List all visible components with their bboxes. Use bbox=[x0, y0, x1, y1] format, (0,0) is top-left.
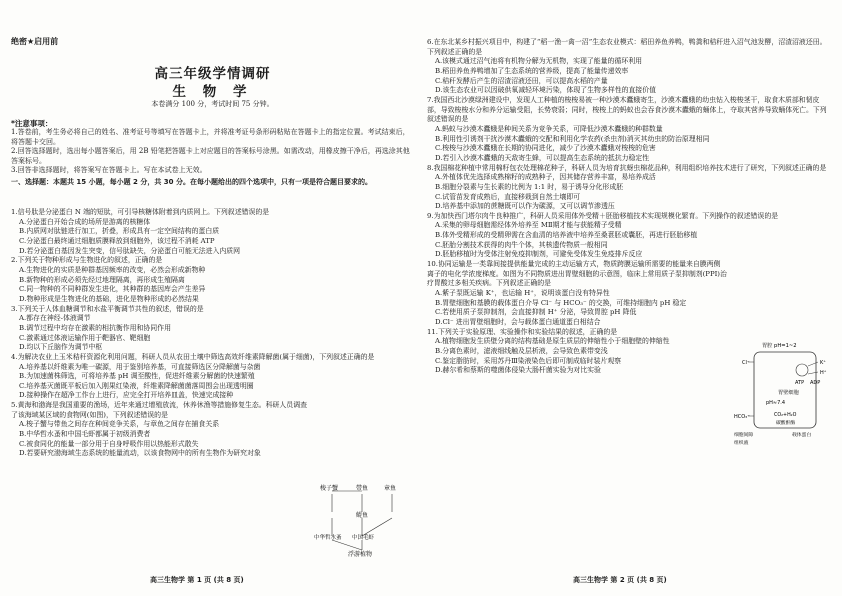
option: C.试管苗发育成熟后，直接移栽到自然土壤即可 bbox=[435, 192, 581, 201]
option: B.为加速菌株筛选，可将培养基 pH 调至酸性，促进纤维素分解菌的快速繁殖 bbox=[19, 372, 255, 381]
question-stem: 9.为加快西门塔尔肉牛良种推广，科研人员采用体外受精＋胚胎移植技术实现规模化繁育。下列操作的叙述错误的是 bbox=[427, 211, 779, 220]
question-9 bbox=[427, 212, 832, 260]
exam-title: 高三年级学情调研 bbox=[154, 66, 271, 82]
cell-label: 载体蛋白 bbox=[792, 433, 812, 438]
option: B.体外受精形成的受精卵需在含血清的培养液中培养至桑葚胚或囊胚，再进行胚胎移植 bbox=[435, 231, 698, 240]
question-2 bbox=[11, 256, 416, 304]
right-questions bbox=[427, 38, 832, 376]
option: A.蚂蚁与沙漠木蠹蛾是种间关系为竞争关系，可降低沙漠木蠹蛾的种群数量 bbox=[435, 124, 663, 133]
option: D.若要研究渤海域生态系统的能量流动，以该食物网中的所有生物作为研究对象 bbox=[19, 449, 261, 458]
question-stem: 3.下列关于人体血糖调节和水盐平衡调节共性的叙述，错误的是 bbox=[11, 304, 204, 313]
cell-label: 碳酸酐酶 bbox=[776, 421, 796, 426]
option: B.利用性引诱剂干扰沙漠木蠹蛾的交配和利用化学农药(杀虫剂)消灭其幼虫的防治原理相同 bbox=[435, 134, 710, 143]
exam-info: 本卷满分 100 分，考试时间 75 分钟。 bbox=[151, 100, 274, 108]
foodweb-node: 中国毛虾 bbox=[352, 535, 375, 541]
option: A.都存在神经-体液调节 bbox=[19, 314, 91, 323]
option: D.均以下丘脑作为调节中枢 bbox=[19, 343, 103, 352]
cell-label: Cl⁻ bbox=[742, 360, 750, 366]
option: C.鉴定脂肪时，采用苏丹Ⅲ染液染色后即可制成临时装片观察 bbox=[435, 356, 622, 365]
option: C.秸秆发酵后产生的沼渣沼液还田，可以提高水稻的产量 bbox=[435, 76, 608, 85]
option: A.采集的卵母细胞需经体外培养至 MⅡ期才能与获能精子受精 bbox=[435, 221, 622, 230]
option: C.分泌蛋白最终通过细胞质膜释放到细胞外，该过程不消耗 ATP bbox=[19, 236, 215, 245]
option: A.外植体优先选择成熟棉籽的成熟种子，因其储存营养丰富，易培养成活 bbox=[435, 173, 656, 182]
question-stem: 5.黄海和渤海是我国重要的渔场，近年来通过增殖放流，休养休渔等措施修复生态。科研人员调查了该海域某区域的食物网(如图)，下列叙述错误的是 bbox=[11, 401, 307, 419]
question-stem: 8.我国棉花种植中常用棉籽包衣处理棉花种子，科研人员为培育抗蚜虫棉花品种，利用组织培养技术进行了研究，下列叙述正确的是 bbox=[427, 163, 827, 172]
option: A.梭子蟹与带鱼之间存在种间竞争关系，与章鱼之间存在捕食关系 bbox=[19, 420, 220, 429]
left-questions bbox=[11, 208, 416, 459]
option: D.Cl⁻ 进出胃壁细胞时，会与载体蛋白通道蛋白相结合 bbox=[435, 318, 601, 327]
section-heading: 一、选择题：本题共 15 小题，每小题 2 分，共 30 分。在每小题给出的四个选项中，只有一项是符合题目要求的。 bbox=[11, 178, 372, 186]
option: B.调节过程中均存在激素的相抗衡作用和协同作用 bbox=[19, 323, 171, 332]
option: B.分离色素时，滤液细线触及层析液，会导致色素带变浅 bbox=[435, 347, 608, 355]
question-3 bbox=[11, 305, 416, 353]
option: B.稻田养鱼养鸭增加了生态系统的营养级，提高了能量传递效率 bbox=[435, 66, 629, 75]
option: C.同一物种的不同种群发生进化，其种群的基因库会产生差异 bbox=[19, 285, 206, 294]
option: B.细胞分裂素与生长素的比例为 1:1 时，易于诱导分化形成胚 bbox=[435, 182, 624, 191]
question-7 bbox=[427, 96, 832, 164]
option: A.分泌蛋白开始合成的场所是游离的核糖体 bbox=[19, 217, 151, 226]
question-6 bbox=[427, 38, 832, 96]
option: B.内质网对肽链进行加工，折叠，形成具有一定空间结构的蛋白质 bbox=[19, 227, 220, 236]
option: C.培养基灭菌既平板后加入刚果红染液，纤维素降解菌菌落周围会出现透明圈 bbox=[19, 381, 254, 390]
cell-label: CO₂+H₂O bbox=[774, 413, 797, 418]
option: D.培养基中添加的蔗糖既可以作为碳源，又可以调节渗透压 bbox=[435, 202, 615, 211]
option: A.植物细胞发生质壁分离的结构基础是原生质层的伸缩性小于细胞壁的伸缩性 bbox=[435, 337, 670, 346]
option: D.接种操作在超净工作台上进行，应完全打开培养皿盖，快速完成接种 bbox=[19, 391, 234, 400]
cell-label: H⁺ bbox=[820, 370, 827, 376]
cell-label: pH≈7.4 bbox=[766, 400, 786, 406]
foodweb-node: 中华哲水蚤 bbox=[314, 535, 342, 541]
parietal-cell-diagram bbox=[732, 338, 832, 450]
notice-item: 1.答卷前，考生务必将自己的姓名、准考证号等填写在答题卡上，并将准考证号条形码粘贴在答题卡上的指定位置。考试结束后，将答题卡交回。 bbox=[11, 128, 410, 146]
option: C.激素通过体液运输作用于靶器官、靶细胞 bbox=[19, 333, 151, 342]
food-web-diagram bbox=[312, 478, 412, 558]
foodweb-node: 带鱼 bbox=[356, 485, 369, 492]
confidential-label: 绝密★启用前 bbox=[11, 37, 59, 46]
option: D.赫尔希和蔡斯的噬菌体侵染大肠杆菌实验为对比实验 bbox=[435, 366, 601, 375]
question-stem: 10.协同运输是一类靠间接提供能量完成的主动运输方式，物质跨膜运输所需要的能量来自膜两侧离子的电化学浓度梯度。如图为不同物质进出胃壁细胞的示意图，临床上常用质子泵抑制剂(PPI)治疗胃酸过多相关疾病。下列叙述正确的是 bbox=[427, 260, 727, 288]
option: C.胚胎分割技术获得的肉牛个体，其核遗传物质一般相同 bbox=[435, 240, 608, 249]
option: B.新物种的形成必须先经过地理隔离，再形成生殖隔离 bbox=[19, 275, 185, 284]
option: D.胚胎移植时为受体注射免疫抑制剂，可避免受体发生免疫排斥反应 bbox=[435, 250, 643, 259]
question-stem: 1.信号肽是分泌蛋白 N 端的短肽，可引导核糖体附着到内质网上。下列叙述错误的是 bbox=[11, 208, 270, 216]
cell-label: HCO₃⁻ bbox=[734, 414, 750, 420]
subject-title: 生 物 学 bbox=[172, 84, 253, 100]
cell-label: 细胞间隙 bbox=[734, 433, 754, 438]
cell-label: 胃壁细胞 bbox=[778, 390, 799, 396]
notice-item: 2.回答选择题时，选出每小题答案后，用 2B 铅笔把答题卡上对应题目的答案标号涂黑。如需改动，用橡皮擦干净后，再选涂其他答案标号。 bbox=[11, 147, 410, 165]
question-stem: 2.下列关于物种形成与生物进化的叙述，正确的是 bbox=[11, 256, 163, 265]
question-5 bbox=[11, 401, 311, 459]
cell-label: K⁺ bbox=[820, 360, 826, 366]
option: A.培养基以纤维素为唯一碳源，用于鉴别培养基，可直接筛选区分降解菌与杂菌 bbox=[19, 362, 261, 371]
option: B.中华哲水蚤和中国毛虾都属于初级消费者 bbox=[19, 430, 151, 439]
question-10 bbox=[427, 260, 727, 328]
foodweb-node: 章鱼 bbox=[384, 485, 397, 492]
foodweb-node: 梭子蟹 bbox=[320, 485, 339, 492]
option: D.物种形成是生物进化的基础，进化是物种形成的必然结果 bbox=[19, 294, 199, 303]
notice-item: 3.回答非选择题时，将答案写在答题卡上。写在本试卷上无效。 bbox=[11, 166, 207, 175]
option: C.被食同化的能量一部分用于自身呼吸作用以热能形式散失 bbox=[19, 439, 199, 448]
page-footer-right: 高三生物学 第 2 页 (共 8 页) bbox=[573, 576, 667, 584]
question-stem: 4.为解决农业上玉米秸秆资源化利用问题，科研人员从农田土壤中筛选高效纤维素降解菌(属于细菌)，下列叙述正确的是 bbox=[11, 352, 375, 361]
page-footer-left: 高三生物学 第 1 页 (共 8 页) bbox=[150, 576, 244, 584]
cell-label: 胃腔 pH=1~2 bbox=[762, 343, 797, 349]
question-stem: 11.下列关于实验原理、实验操作和实验结果的叙述，正确的是 bbox=[427, 327, 618, 336]
foodweb-node: 浮游植物 bbox=[348, 551, 373, 558]
option: A.该模式通过沼气池将有机物分解为无机物，实现了能量的循环利用 bbox=[435, 57, 642, 66]
option: A.生物进化的实质是种群基因频率的改变，必然会形成新物种 bbox=[19, 265, 206, 274]
cell-label: 组织液 bbox=[734, 441, 749, 446]
cell-label: ATP bbox=[795, 380, 805, 386]
foodweb-node: 鳀鱼 bbox=[356, 512, 369, 519]
question-1 bbox=[11, 208, 416, 256]
notice-list bbox=[11, 128, 414, 176]
option: D.该生态农业可以因破供氧减轻环境污染，体现了生物多样性的直接价值 bbox=[435, 86, 657, 95]
question-4 bbox=[11, 353, 416, 401]
question-stem: 7.我国西北沙漠绿洲建设中，发现人工种植的梭梭易被一种沙漠木蠹蛾寄生，沙漠木蠹蛾的幼虫钻入梭梭茎干，取食木质部和韧皮部，导致梭梭水分和养分运输受阻，长势衰弱；同时，梭梭上的蚂蚁也会吞食沙漠木蠹蛾的蛹体上，夺取其营养导致蛹体死亡。下列叙述错误的是 bbox=[427, 95, 827, 124]
option: D.若分泌蛋白基因发生突变，信号肽缺失，分泌蛋白可能无法进入内质网 bbox=[19, 246, 241, 255]
option: D.若引入沙漠木蠹蛾的天敌寄生蜂，可以提高生态系统的抵抗力稳定性 bbox=[435, 153, 650, 162]
option: B.胃壁细胞和基膜的载体蛋白介导 Cl⁻ 与 HCO₃⁻ 的交换，可维持细胞内 pH 稳定 bbox=[435, 298, 687, 307]
option: A.紫子泵既运输 K⁺，也运输 H⁺，说明该蛋白没有特异性 bbox=[435, 289, 610, 298]
option: C.若使用质子泵抑制剂，会直接抑制 H⁺ 分泌，导致胃腔 pH 降低 bbox=[435, 308, 637, 317]
notice-heading: *注意事项： bbox=[11, 119, 53, 128]
option: C.梭梭与沙漠木蠹蛾在长期的协同进化，减少了沙漠木蠹蛾对梭梭的危害 bbox=[435, 144, 656, 153]
question-stem: 6.在东北某乡村振兴项目中，构建了“稻一渔一禽一沼”生态农业模式：稻田养鱼养鸭，鸭粪和秸秆进入沼气池发酵，沼渣沼液还田。下列叙述正确的是 bbox=[427, 38, 827, 56]
question-8 bbox=[427, 164, 832, 212]
cell-label: ADP bbox=[810, 380, 821, 386]
